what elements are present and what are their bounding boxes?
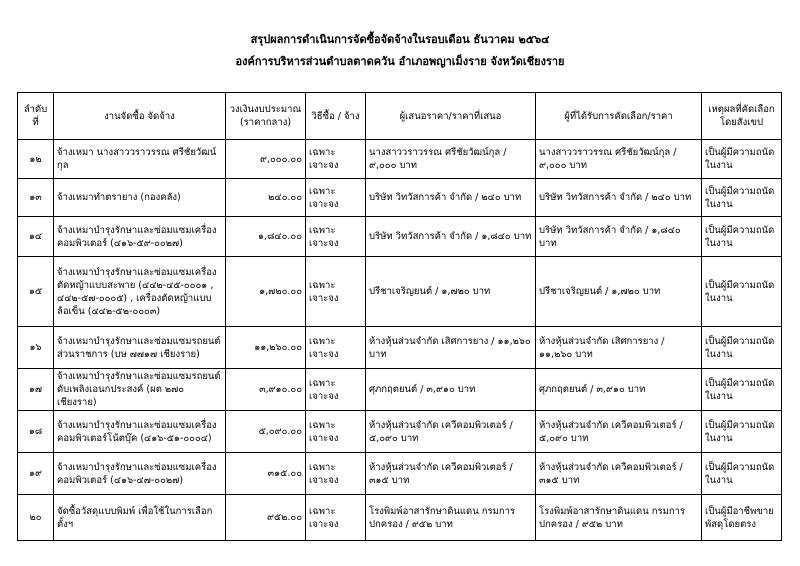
header-method: วิธีซื้อ / จ้าง [306, 93, 366, 140]
procurement-table [17, 92, 782, 541]
cell-item: จ้างเหมาทำตรายาง (กองคลัง) [54, 179, 226, 217]
header-winner: ผู้ที่ได้รับการคัดเลือก/ราคา [536, 93, 702, 140]
cell-item: จ้างเหมาบำรุงรักษาและซ่อมแซมเครื่องคอมพิวเตอร์ (๔๑๖-๕๙-๐๐๒๗) [54, 217, 226, 257]
cell-winner: ปรีชาเจริญยนต์ / ๑,๗๒๐ บาท [536, 257, 702, 327]
cell-reason: เป็นผู้มีความถนัดในงาน [702, 453, 782, 495]
table-row [18, 217, 782, 257]
document-title: สรุปผลการดำเนินการจัดซื้อจัดจ้างในรอบเดือน ธันวาคม ๒๕๖๔ [250, 33, 550, 46]
cell-no: ๒๐ [18, 495, 54, 541]
cell-bidder: บริษัท วิทวัสการค้า จำกัด / ๑,๘๔๐ บาท [366, 217, 536, 257]
cell-winner: ห้างหุ้นส่วนจำกัด เควีคอมพิวเตอร์ / ๓๑๕ บาท [536, 453, 702, 495]
cell-no: ๑๖ [18, 327, 54, 369]
cell-no: ๑๒ [18, 140, 54, 179]
cell-winner: นางสาววราวรรณ ศรีชัยวัฒน์กุล / ๙,๐๐๐ บาท [536, 140, 702, 179]
header-bidders: ผู้เสนอราคา/ราคาที่เสนอ [366, 93, 536, 140]
cell-winner: บริษัท วิทวัสการค้า จำกัด / ๑,๘๔๐ บาท [536, 217, 702, 257]
table-row [18, 257, 782, 327]
cell-budget: ๙๕๒.๐๐ [226, 495, 306, 541]
cell-method: เฉพาะเจาะจง [306, 453, 366, 495]
cell-budget: ๑,๘๔๐.๐๐ [226, 217, 306, 257]
cell-budget: ๕,๐๙๐.๐๐ [226, 411, 306, 453]
cell-winner: โรงพิมพ์อาสารักษาดินแดน กรมการปกครอง / ๙๕๒ บาท [536, 495, 702, 541]
cell-item: จ้างเหมาบำรุงรักษาและซ่อมแซมเครื่องคอมพิวเตอร์โน้ตบุ๊ค (๔๑๖-๕๑-๐๐๐๔) [54, 411, 226, 453]
table-row [18, 179, 782, 217]
cell-item: จ้างเหมาบำรุงรักษาและซ่อมแซมเครื่องตัดหญ้าแบบสะพาย (๔๔๒-๔๕-๐๐๐๑ , ๔๔๒-๕๗-๐๐๐๕) , เครื่องตัดหญ้าแบบล้อเข็น (๔๔๒-๕๒-๐๐๐๓) [54, 257, 226, 327]
cell-reason: เป็นผู้มีความถนัดในงาน [702, 179, 782, 217]
cell-bidder: บริษัท วิทวัสการค้า จำกัด / ๒๔๐ บาท [366, 179, 536, 217]
cell-method: เฉพาะเจาะจง [306, 140, 366, 179]
cell-budget: ๒๔๐.๐๐ [226, 179, 306, 217]
cell-bidder: ศุภกฤตยนต์ / ๓,๙๑๐ บาท [366, 369, 536, 411]
header-no: ลำดับที่ [18, 93, 54, 140]
cell-item: จัดซื้อวัสดุแบบพิมพ์ เพื่อใช้ในการเลือกตั้งฯ [54, 495, 226, 541]
cell-no: ๑๓ [18, 179, 54, 217]
cell-method: เฉพาะเจาะจง [306, 411, 366, 453]
cell-bidder: ห้างหุ้นส่วนจำกัด เควีคอมพิวเตอร์ / ๕,๐๙๐ บาท [366, 411, 536, 453]
table-row [18, 369, 782, 411]
cell-no: ๑๕ [18, 257, 54, 327]
cell-method: เฉพาะเจาะจง [306, 257, 366, 327]
cell-method: เฉพาะเจาะจง [306, 495, 366, 541]
table-header-row [18, 93, 782, 140]
document-subtitle: องค์การบริหารส่วนตำบลตาดควัน อำเภอพญาเม็งราย จังหวัดเชียงราย [235, 55, 565, 68]
cell-item: จ้างเหมา นางสาววราวรรณ ศรีชัยวัฒน์กุล [54, 140, 226, 179]
cell-bidder: ห้างหุ้นส่วนจำกัด เสิศการยาง / ๑๑,๒๖๐ บาท [366, 327, 536, 369]
cell-budget: ๓๑๕.๐๐ [226, 453, 306, 495]
table-row [18, 495, 782, 541]
cell-item: จ้างเหมาบำรุงรักษาและซ่อมแซมรถยนต์ส่วนราชการ (บษ ๗๗๑๗ เชียงราย) [54, 327, 226, 369]
cell-winner: บริษัท วิทวัสการค้า จำกัด / ๒๔๐ บาท [536, 179, 702, 217]
cell-winner: ห้างหุ้นส่วนจำกัด เควีคอมพิวเตอร์ / ๕,๐๙๐ บาท [536, 411, 702, 453]
table-row [18, 327, 782, 369]
cell-budget: ๓,๙๑๐.๐๐ [226, 369, 306, 411]
cell-reason: เป็นผู้มีความถนัดในงาน [702, 411, 782, 453]
cell-budget: ๙,๐๐๐.๐๐ [226, 140, 306, 179]
cell-winner: ห้างหุ้นส่วนจำกัด เสิศการยาง / ๑๑,๒๖๐ บาท [536, 327, 702, 369]
table-row [18, 140, 782, 179]
cell-item: จ้างเหมาบำรุงรักษาและซ่อมแซมรถยนต์ดับเพลิงเอนกประสงค์ (ผต ๒๗๐ เชียงราย) [54, 369, 226, 411]
cell-budget: ๑๑,๒๖๐.๐๐ [226, 327, 306, 369]
table-row [18, 411, 782, 453]
cell-method: เฉพาะเจาะจง [306, 217, 366, 257]
cell-reason: เป็นผู้มีความถนัดในงาน [702, 257, 782, 327]
cell-no: ๑๗ [18, 369, 54, 411]
cell-method: เฉพาะเจาะจง [306, 369, 366, 411]
cell-item: จ้างเหมาบำรุงรักษาและซ่อมแซมเครื่องคอมพิวเตอร์ (๔๑๖-๔๗-๐๐๒๗) [54, 453, 226, 495]
cell-reason: เป็นผู้มีความถนัดในงาน [702, 369, 782, 411]
cell-bidder: นางสาววราวรรณ ศรีชัยวัฒน์กุล / ๙,๐๐๐ บาท [366, 140, 536, 179]
cell-method: เฉพาะเจาะจง [306, 327, 366, 369]
cell-no: ๑๘ [18, 411, 54, 453]
cell-bidder: ห้างหุ้นส่วนจำกัด เควีคอมพิวเตอร์ / ๓๑๕ บาท [366, 453, 536, 495]
cell-no: ๑๙ [18, 453, 54, 495]
header-item: งานจัดซื้อ จัดจ้าง [54, 93, 226, 140]
cell-reason: เป็นผู้มีความถนัดในงาน [702, 327, 782, 369]
cell-reason: เป็นผู้มีความถนัดในงาน [702, 217, 782, 257]
cell-method: เฉพาะเจาะจง [306, 179, 366, 217]
cell-no: ๑๔ [18, 217, 54, 257]
table-row [18, 453, 782, 495]
cell-budget: ๑,๗๒๐.๐๐ [226, 257, 306, 327]
header-reason: เหตุผลที่คัดเลือกโดยสังเขป [702, 93, 782, 140]
cell-bidder: โรงพิมพ์อาสารักษาดินแดน กรมการปกครอง / ๙๕๒ บาท [366, 495, 536, 541]
cell-bidder: ปรีชาเจริญยนต์ / ๑,๗๒๐ บาท [366, 257, 536, 327]
cell-reason: เป็นผู้มีความถนัดในงาน [702, 140, 782, 179]
cell-winner: ศุภกฤตยนต์ / ๓,๙๑๐ บาท [536, 369, 702, 411]
header-budget: วงเงินงบประมาณ (ราคากลาง) [226, 93, 306, 140]
cell-reason: เป็นผู้มีอาชีพขายพัสดุโดยตรง [702, 495, 782, 541]
